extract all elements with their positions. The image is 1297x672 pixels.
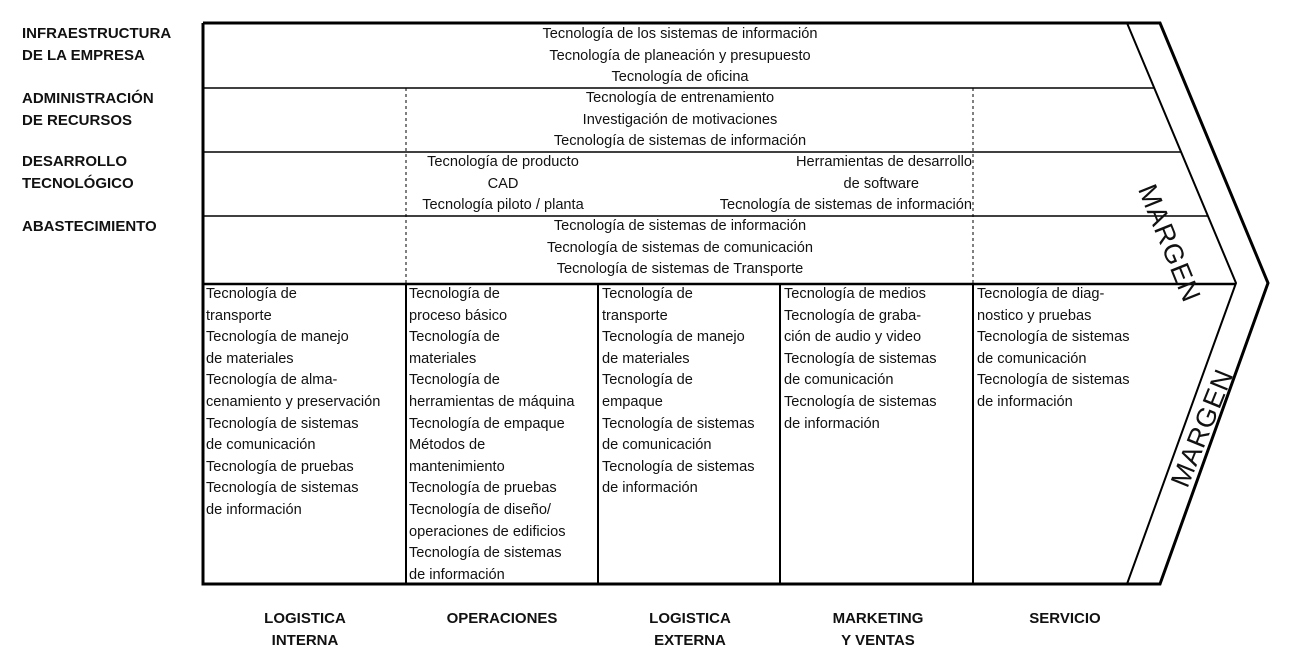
infraestructura-item: Tecnología de oficina [611, 69, 749, 86]
desarrollo-right-item: Herramientas de desarrollo [795, 154, 972, 170]
logistica-externa-item: Tecnología de [602, 372, 693, 389]
logistica-externa-item: de información [602, 480, 698, 497]
desarrollo-right-cell [650, 152, 972, 217]
label-desarrollo: DESARROLLO TECNOLÓGICO [22, 153, 134, 192]
marketing-cell [784, 284, 937, 435]
marketing-item: de información [784, 415, 880, 432]
operaciones-item: mantenimiento [409, 458, 505, 475]
abastecimiento-item: Tecnología de sistemas de comunicación [546, 239, 814, 256]
administracion-item: Investigación de motivaciones [582, 111, 778, 128]
marketing-item: Tecnología de medios [784, 286, 926, 302]
label-infraestructura: INFRAESTRUCTURA DE LA EMPRESA [22, 25, 172, 64]
operaciones-item: proceso básico [409, 307, 508, 324]
operaciones-item: de información [409, 566, 505, 583]
logistica-externa-cell [602, 284, 755, 500]
operaciones-cell [409, 284, 575, 586]
label-logistica-externa: LOGISTICA EXTERNA [649, 610, 731, 649]
logistica-interna-item: Tecnología de manejo [206, 329, 349, 346]
logistica-interna-item: de materiales [206, 350, 294, 367]
desarrollo-left-item: Tecnología de producto [427, 154, 579, 170]
desarrollo-right-item: de software [843, 175, 919, 192]
servicio-item: de información [977, 393, 1073, 410]
logistica-interna-item: de comunicación [206, 437, 316, 454]
label-operaciones: OPERACIONES [446, 610, 558, 627]
administracion-item: Tecnología de entrenamiento [585, 90, 775, 106]
label-marketing: MARKETING Y VENTAS [832, 610, 924, 649]
logistica-externa-item: empaque [602, 393, 663, 410]
marketing-item: ción de audio y video [784, 329, 922, 346]
logistica-externa-item: Tecnología de sistemas [602, 415, 755, 432]
marketing-item: de comunicación [784, 372, 894, 389]
servicio-item: Tecnología de sistemas [977, 329, 1130, 346]
servicio-item: Tecnología de diag- [977, 286, 1105, 302]
desarrollo-left-item: Tecnología piloto / planta [422, 197, 584, 214]
servicio-item: Tecnología de sistemas [977, 372, 1130, 389]
administracion-cell [480, 88, 880, 153]
logistica-interna-item: cenamiento y preservación [206, 393, 381, 410]
desarrollo-left-item: CAD [487, 175, 519, 192]
logistica-interna-item: de información [206, 501, 302, 518]
marketing-item: Tecnología de sistemas [784, 393, 937, 410]
administracion-item: Tecnología de sistemas de información [553, 133, 807, 150]
operaciones-item: Tecnología de pruebas [409, 480, 557, 497]
servicio-cell [977, 284, 1130, 414]
abastecimiento-item: Tecnología de sistemas de Transporte [556, 261, 804, 278]
logistica-externa-item: de comunicación [602, 437, 712, 454]
margin-label-bottom: MARGEN [1165, 364, 1240, 492]
logistica-interna-item: Tecnología de alma- [206, 372, 338, 389]
marketing-item: Tecnología de graba- [784, 307, 922, 324]
operaciones-item: Tecnología de sistemas [409, 545, 562, 562]
logistica-externa-item: transporte [602, 307, 668, 324]
logistica-interna-cell [206, 284, 380, 522]
label-servicio: SERVICIO [1029, 610, 1101, 627]
margin-label-top: MARGEN [1132, 180, 1207, 307]
label-abastecimiento: ABASTECIMIENTO [22, 218, 157, 235]
logistica-externa-item: de materiales [602, 350, 690, 367]
desarrollo-left-cell [406, 152, 600, 217]
operaciones-item: operaciones de edificios [409, 523, 566, 540]
logistica-interna-item: Tecnología de pruebas [206, 458, 354, 475]
operaciones-item: Métodos de [409, 437, 486, 454]
abastecimiento-cell [480, 216, 880, 281]
logistica-interna-item: Tecnología de sistemas [206, 415, 359, 432]
operaciones-item: materiales [409, 350, 477, 367]
logistica-interna-item: Tecnología de sistemas [206, 480, 359, 497]
operaciones-item: Tecnología de [409, 372, 500, 389]
desarrollo-right-item: Tecnología de sistemas de información [719, 197, 972, 214]
operaciones-item: Tecnología de diseño/ [409, 501, 551, 518]
logistica-externa-item: Tecnología de sistemas [602, 458, 755, 475]
operaciones-item: Tecnología de empaque [409, 415, 565, 432]
logistica-externa-item: Tecnología de manejo [602, 329, 745, 346]
logistica-interna-item: transporte [206, 307, 272, 324]
infraestructura-cell [480, 24, 880, 89]
infraestructura-item: Tecnología de planeación y presupuesto [549, 47, 811, 64]
abastecimiento-item: Tecnología de sistemas de información [553, 218, 807, 234]
logistica-externa-item: Tecnología de [602, 286, 693, 302]
logistica-interna-item: Tecnología de [206, 286, 297, 302]
label-administracion: ADMINISTRACIÓN DE RECURSOS [22, 90, 154, 129]
label-logistica-interna: LOGISTICA INTERNA [264, 610, 346, 649]
operaciones-item: Tecnología de [409, 329, 500, 346]
operaciones-item: herramientas de máquina [409, 393, 575, 410]
servicio-item: de comunicación [977, 350, 1087, 367]
servicio-item: nostico y pruebas [977, 307, 1092, 324]
marketing-item: Tecnología de sistemas [784, 350, 937, 367]
infraestructura-item: Tecnología de los sistemas de información [542, 26, 818, 42]
operaciones-item: Tecnología de [409, 286, 500, 302]
